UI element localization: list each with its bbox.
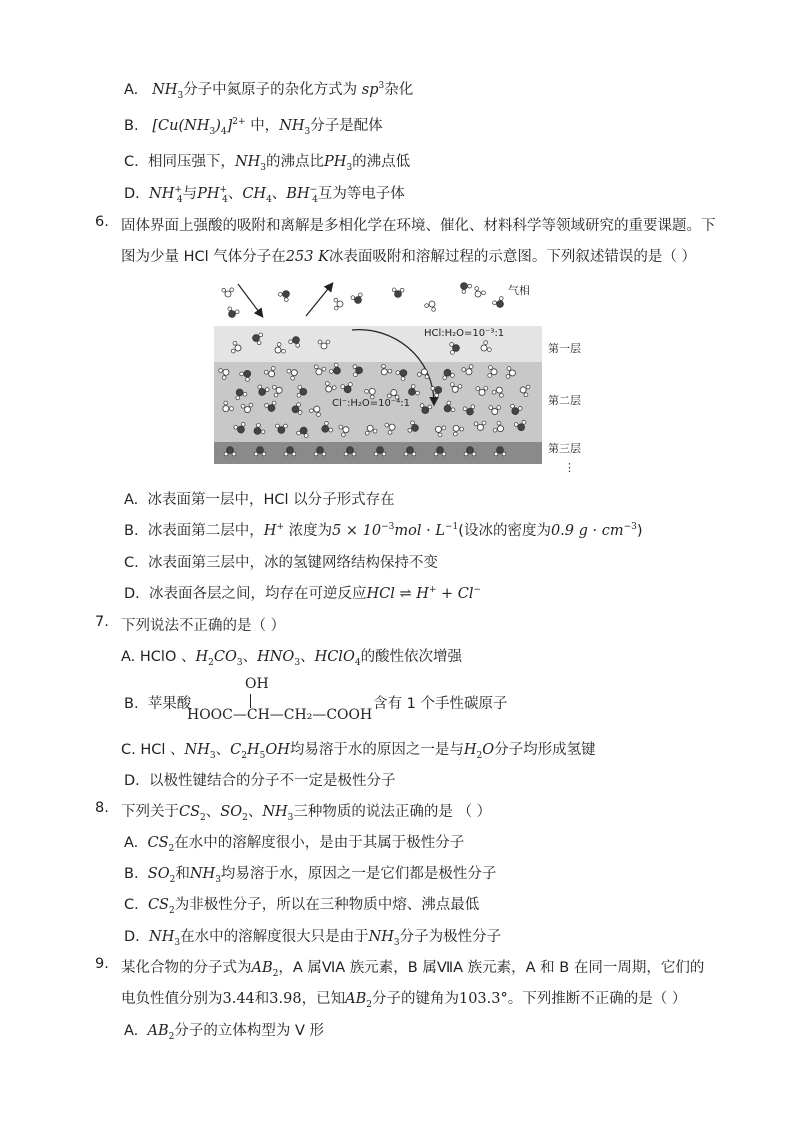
malic-acid-chain: HOOC—CH—CH₂—COOH <box>187 707 373 723</box>
q6-option-c: C. 冰表面第三层中，冰的氢键网络结构保持不变 <box>124 555 438 571</box>
formula: $PH^+_4$ <box>197 185 228 205</box>
label-gas: 气相 <box>508 284 530 297</box>
hcl-or-h2o-molecule <box>492 296 507 310</box>
malic-acid-oh: OH <box>245 676 269 692</box>
label-ratio-1: HCl:H₂O=10⁻³:1 <box>424 328 505 339</box>
formula: $SO_2$ <box>220 804 248 823</box>
adsorb-arrow <box>238 284 262 316</box>
water-molecule <box>222 288 234 298</box>
formula: $NH_3$ <box>262 804 294 823</box>
desorb-arrow <box>306 284 332 316</box>
formula: $NH_3$ <box>149 929 181 948</box>
label-ratio-2: Cl⁻:H₂O=10⁻⁴:1 <box>332 398 410 409</box>
formula: $NH^+_4$ <box>149 185 183 205</box>
label-layer1: 第一层 <box>548 342 581 355</box>
label-layer3: 第三层 <box>548 442 581 455</box>
q6-stem-line2: 图为少量 HCl 气体分子在253 K冰表面吸附和溶解过程的示意图。下列叙述错误的是（ ） <box>121 249 697 265</box>
q6-stem-line1: 固体界面上强酸的吸附和离解是多相化学在环境、催化、材料科学等领域研究的重要课题。下 <box>121 218 716 234</box>
q8-option-b: B. $SO_2$和$NH_3$均易溶于水，原因之一是它们都是极性分子 <box>124 866 497 885</box>
q6-option-b: B. 冰表面第二层中，H+ 浓度为$5 \times 10^{-3}mol \cdot L^{-1}$(设冰的密度为0.9 $g \cdot cm^{-3}$) <box>124 522 643 539</box>
formula: $H_2O$ <box>463 742 495 761</box>
q8-option-c: C. $CS_2$为非极性分子，所以在三种物质中熔、沸点最低 <box>124 897 480 916</box>
q5-option-a: A. $NH_3$分子中氮原子的杂化方式为 $sp^3$杂化 <box>124 81 414 101</box>
formula: $C_2H_5OH$ <box>230 742 290 761</box>
formula: $AB_2$ <box>251 960 279 979</box>
q9-option-a: A. $AB_2$分子的立体构型为 V 形 <box>124 1023 325 1042</box>
q6-option-a: A. 冰表面第一层中，HCl 以分子形式存在 <box>124 492 395 508</box>
water-molecule <box>471 286 486 300</box>
formula: H+ <box>263 522 284 539</box>
q8-option-a: A. $CS_2$在水中的溶解度很小，是由于其属于极性分子 <box>124 835 465 854</box>
formula: $NH_3$ <box>368 929 400 948</box>
formula: $CS_2$ <box>147 897 175 916</box>
formula: $NH_3$ <box>189 866 221 885</box>
water-molecule <box>334 298 343 310</box>
question-number: 6. <box>95 214 109 230</box>
formula: $sp^3$ <box>361 81 385 98</box>
label-layer2: 第二层 <box>548 394 581 407</box>
formula: $NH_3$ <box>279 118 311 137</box>
hcl-or-h2o-molecule <box>278 288 293 303</box>
formula: $CS_2$ <box>179 804 206 823</box>
q6-option-d: D. 冰表面各层之间，均存在可逆反应HCl ⇌ H+ + Cl− <box>124 585 482 602</box>
formula: $AB_2$ <box>147 1023 175 1042</box>
hcl-or-h2o-molecule <box>225 306 239 319</box>
q8-option-d: D. $NH_3$在水中的溶解度很大只是由于$NH_3$分子为极性分子 <box>124 929 502 948</box>
hcl-or-h2o-molecule <box>392 288 404 298</box>
water-molecule <box>424 299 439 312</box>
q7-stem: 下列说法不正确的是（ ） <box>121 618 286 634</box>
formula: $[Cu(NH_3)_4]^{2+}$ <box>152 117 246 137</box>
formula: 0.9 $g \cdot cm^{-3}$ <box>550 522 637 539</box>
hcl-or-h2o-molecule <box>457 279 472 294</box>
formula: HCl ⇌ H+ + Cl− <box>366 585 482 602</box>
q8-stem: 下列关于$CS_2$、$SO_2$、$NH_3$三种物质的说法正确的是 （ ） <box>121 804 492 823</box>
malic-acid-bond <box>250 694 251 708</box>
formula: $NH_3$ <box>184 742 216 761</box>
q7-option-a: A. HClO 、$H_2CO_3$、$HNO_3$、HClO$_4$的酸性依次增强 <box>121 649 463 668</box>
formula: $5 \times 10^{-3}mol \cdot L^{-1}$ <box>332 522 459 539</box>
formula: HClO$_4$ <box>314 649 361 668</box>
formula: $CS_2$ <box>147 835 175 854</box>
q7-option-d: D. 以极性键结合的分子不一定是极性分子 <box>124 773 396 789</box>
q5-option-b: B. $[Cu(NH_3)_4]^{2+}$ 中，$NH_3$分子是配体 <box>124 117 383 137</box>
q7-option-b-tail: 含有 1 个手性碳原子 <box>373 696 508 712</box>
formula: $NH_3$ <box>152 82 184 101</box>
hcl-or-h2o-molecule <box>350 292 364 305</box>
formula: $BH^-_4$ <box>286 185 318 205</box>
formula: $HNO_3$ <box>257 649 301 668</box>
formula: $SO_2$ <box>147 866 176 885</box>
formula: $H_2CO_3$ <box>195 649 243 668</box>
q9-stem-line1: 某化合物的分子式为$AB_2$，A 属ⅥA 族元素，B 属ⅦA 族元素，A 和 B 在同一周期，它们的 <box>121 960 705 979</box>
q5-option-c: C. 相同压强下，$NH_3$的沸点比$PH_3$的沸点低 <box>124 154 411 173</box>
formula: $NH_3$ <box>234 154 267 173</box>
formula: $PH_3$ <box>324 154 353 173</box>
question-number: 9. <box>95 956 109 972</box>
q7-option-b: B. 苹果酸 <box>124 696 192 712</box>
q5-option-d: D. $NH^+_4$与$PH^+_4$、$CH_4$、$BH^-_4$互为等电子体 <box>124 185 405 205</box>
q7-option-c: C. HCl 、$NH_3$、$C_2H_5OH$均易溶于水的原因之一是与$H_2O$分子均形成氢键 <box>121 742 596 761</box>
label-dots: ⋮ <box>564 461 575 474</box>
question-number: 8. <box>95 800 109 816</box>
q9-stem-line2: 电负性值分别为3.44和3.98，已知$AB_2$分子的键角为103.3°。下列推断不正确的是（ ） <box>121 991 687 1010</box>
formula: $AB_2$ <box>345 991 372 1010</box>
ice-surface-diagram <box>212 276 592 476</box>
formula: $CH_4$ <box>242 186 272 205</box>
question-number: 7. <box>95 614 109 630</box>
